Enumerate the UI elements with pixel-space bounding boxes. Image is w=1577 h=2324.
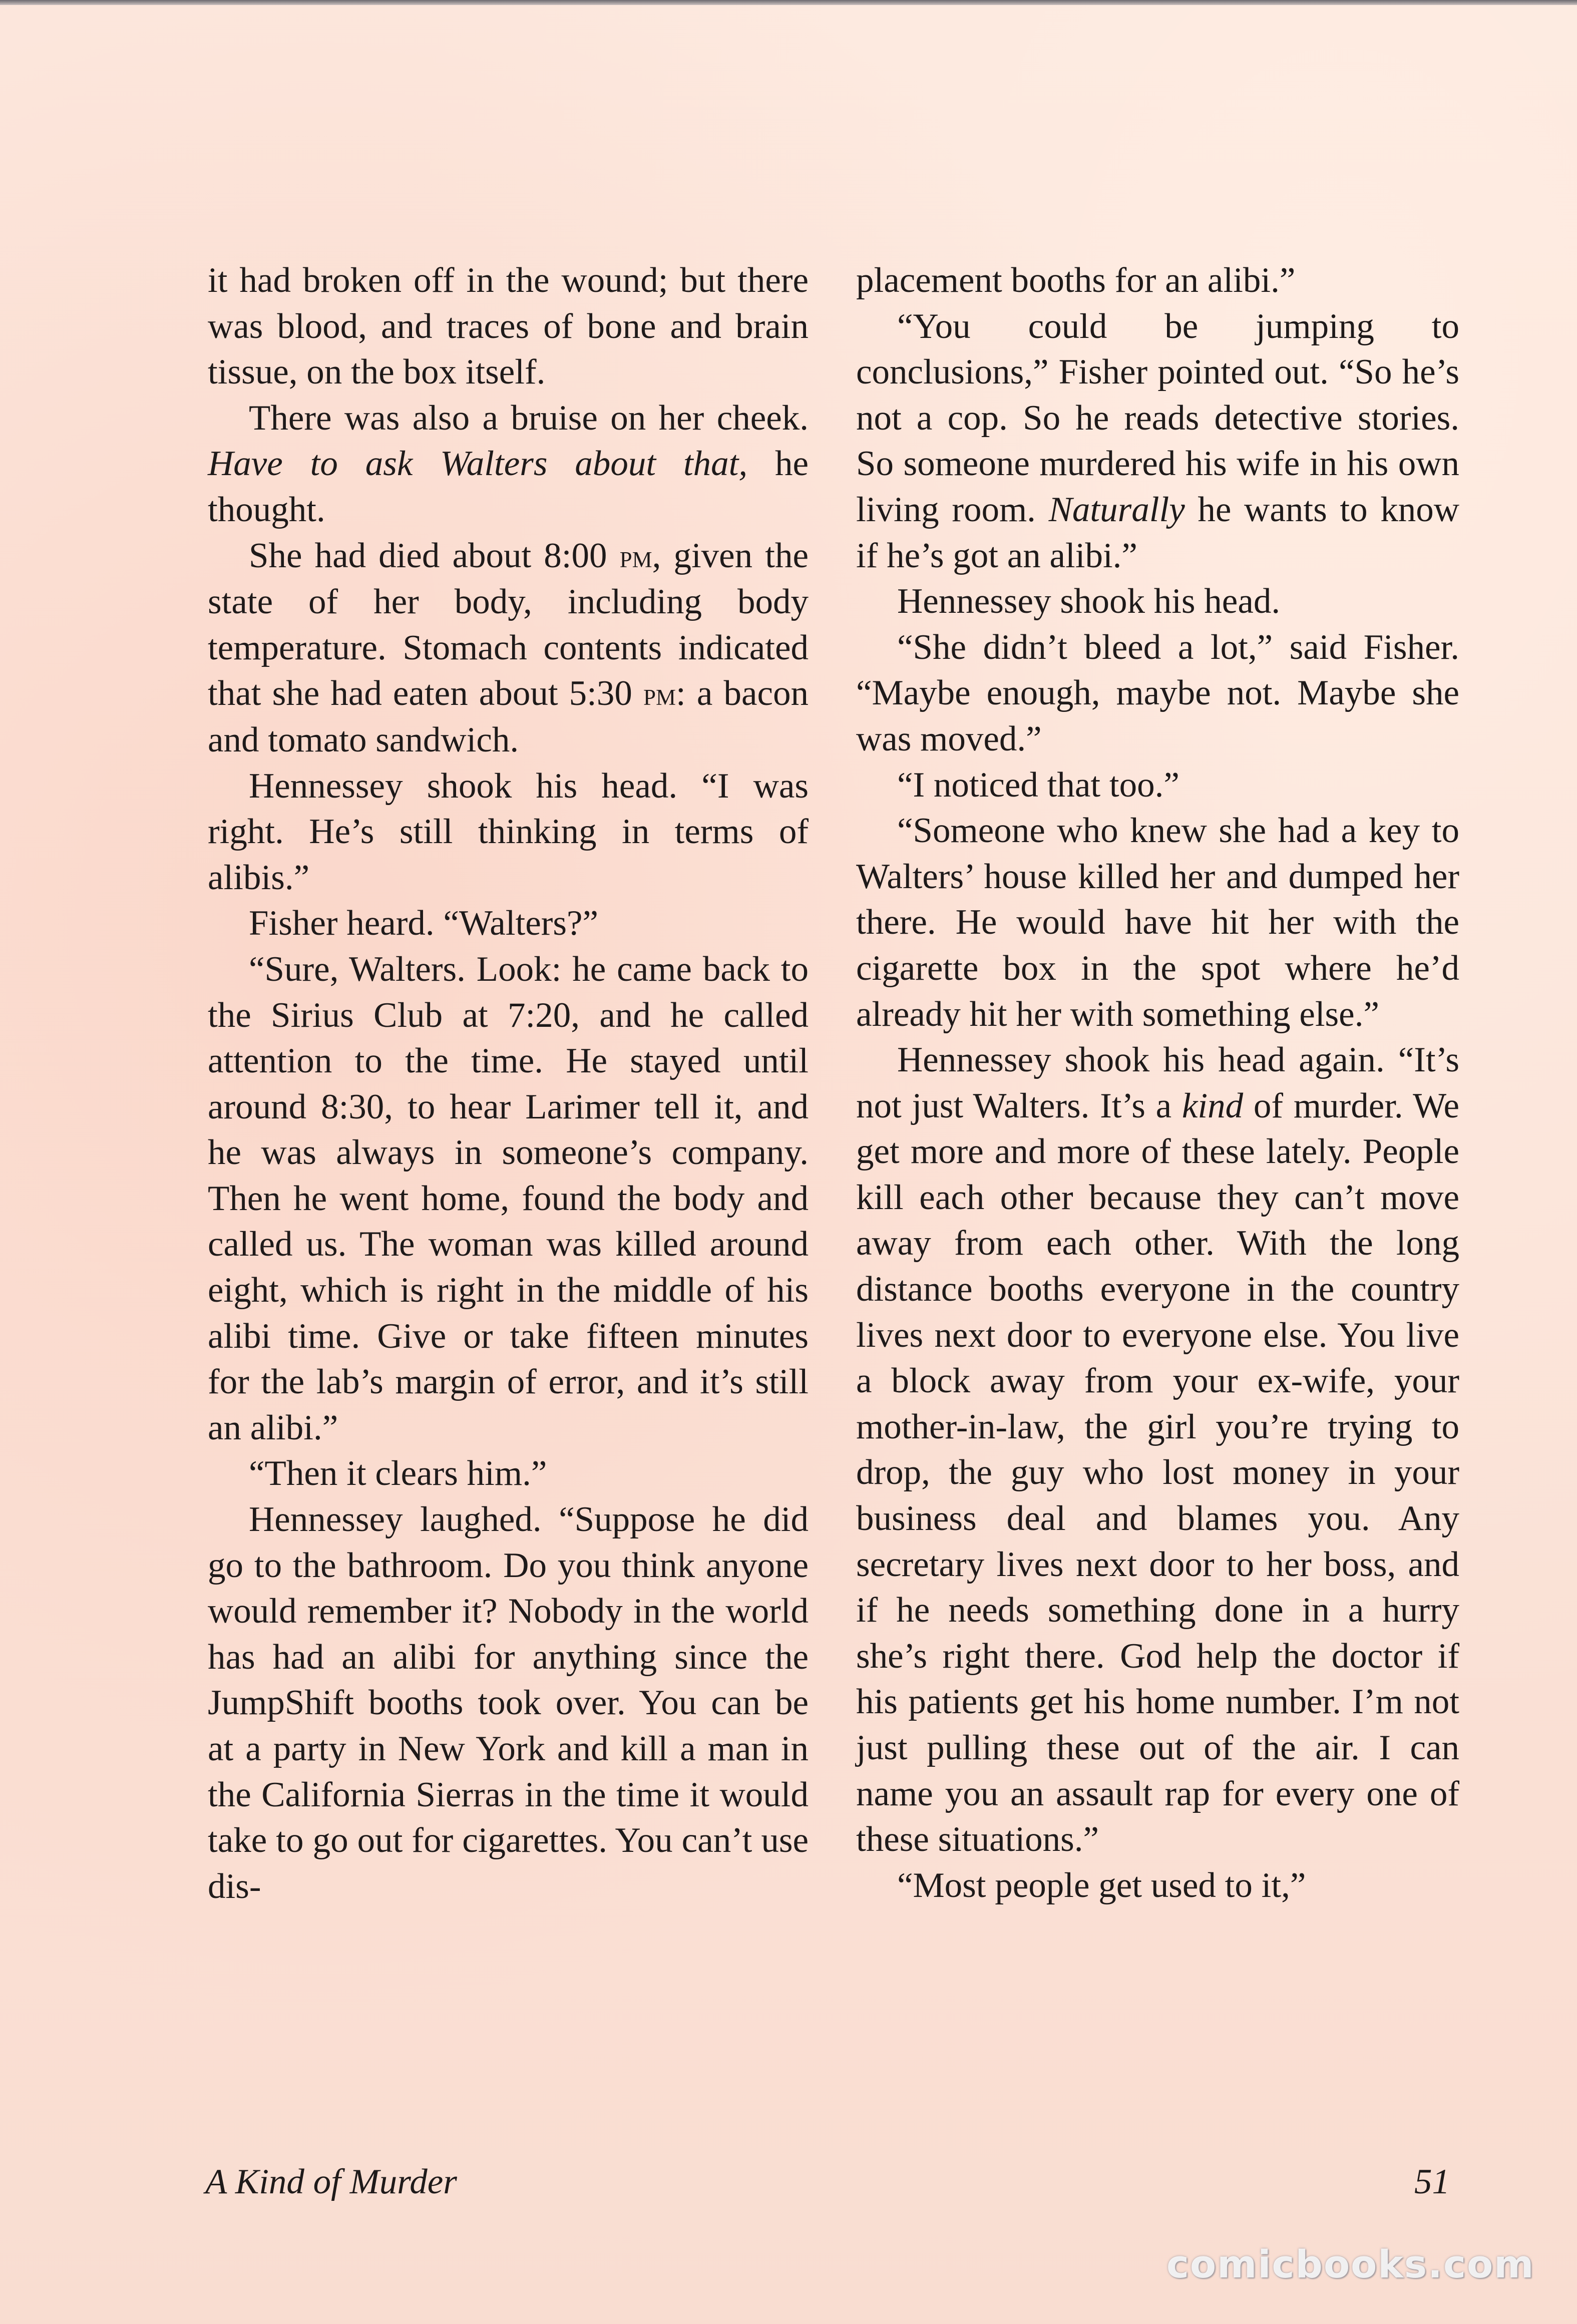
left-text-column: [208, 258, 809, 1909]
paragraph: She had died about 8:00 pm, given the state of her body, including body temperature. Stomach contents indicated that she had eaten about 5:30 pm: a bacon and tomato sandwich.: [208, 536, 809, 759]
paragraph: “Someone who knew she had a key to Walters’ house killed her and dumped her there. He would have hit her with the cigarette box in the spot where he’d already hit her with something else.”: [856, 811, 1459, 1034]
paragraph: Fisher heard. “Walters?”: [249, 904, 599, 943]
paragraph: it had broken off in the wound; but there was blood, and traces of bone and brain tissue, on the box itself.: [208, 261, 809, 392]
watermark-logo: comicbooks.com: [1166, 2242, 1535, 2286]
paragraph: placement booths for an alibi.”: [856, 261, 1296, 300]
page-number: 51: [1414, 2162, 1450, 2201]
running-footer-title: A Kind of Murder: [205, 2162, 457, 2201]
paragraph: “I noticed that too.”: [897, 765, 1179, 805]
paragraph: Hennessey shook his head. “I was right. He’s still thinking in terms of alibis.”: [208, 766, 809, 897]
paragraph: “Most people get used to it,”: [897, 1865, 1306, 1905]
paragraph: “She didn’t bleed a lot,” said Fisher. “Maybe enough, maybe not. Maybe she was moved.”: [856, 627, 1459, 758]
paragraph: Hennessey shook his head.: [897, 582, 1281, 621]
scan-top-edge: [0, 0, 1577, 5]
paragraph: Hennessey shook his head again. “It’s not just Walters. It’s a kind of murder. We get more and more of these lately. People kill each other because they can’t move away from each other. With the long distance booths everyone in the country lives next door to everyone else. You live a block away from your ex-wife, your mother-in-law, the girl you’re trying to drop, the guy who lost money in your business deal and blames you. Any secretary lives next door to her boss, and if he needs something done in a hurry she’s right there. God help the doctor if his patients get his home number. I’m not just pulling these out of the air. I can name you an assault rap for every one of these situations.”: [856, 1040, 1459, 1859]
paragraph: “Then it clears him.”: [249, 1454, 547, 1493]
paragraph: There was also a bruise on her cheek. Have to ask Walters about that, he thought.: [208, 398, 809, 529]
paragraph: “Sure, Walters. Look: he came back to the Sirius Club at 7:20, and he called attention to the time. He stayed until around 8:30, to hear Larimer tell it, and he was always in someone’s company. Then he went home, found the body and called us. The woman was killed around eight, which is right in the middle of his alibi time. Give or take fifteen minutes for the lab’s margin of error, and it’s still an alibi.”: [208, 949, 809, 1447]
paragraph: Hennessey laughed. “Suppose he did go to the bathroom. Do you think anyone would remember it? Nobody in the world has had an alibi for anything since the JumpShift booths took over. You can be at a party in New York and kill a man in the California Sierras in the time it would take to go out for cigarettes. You can’t use dis-: [208, 1500, 809, 1906]
right-text-column: [856, 258, 1459, 1908]
paragraph: “You could be jumping to conclusions,” Fisher pointed out. “So he’s not a cop. So he reads detective stories. So someone murdered his wife in his own living room. Naturally he wants to know if he’s got an alibi.”: [856, 306, 1459, 575]
